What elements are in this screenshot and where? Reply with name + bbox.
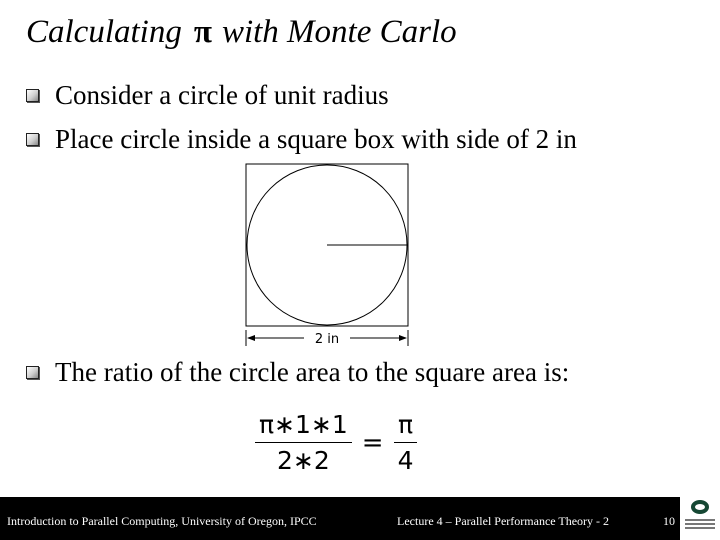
footer-lecture: Lecture 4 – Parallel Performance Theory - 2	[397, 514, 610, 528]
bullet-item	[26, 357, 569, 388]
oregon-o-icon	[691, 500, 709, 514]
square-bullet-icon	[26, 133, 39, 146]
footer-course: Introduction to Parallel Computing, University of Oregon, IPCC	[7, 514, 317, 528]
title-text-after: with Monte Carlo	[221, 14, 457, 50]
title-text-before: Calculating	[26, 14, 182, 50]
left-numerator: π∗1∗1	[255, 410, 352, 443]
slide-title	[26, 14, 457, 51]
dimension-label: 2 in	[314, 332, 340, 347]
circle-in-square-diagram	[242, 160, 414, 350]
dimension-arrow-left	[247, 335, 255, 341]
bullet-item	[26, 80, 389, 111]
right-numerator: π	[394, 410, 417, 443]
left-fraction	[255, 410, 352, 475]
bullet-item	[26, 124, 577, 155]
right-denominator: 4	[397, 446, 414, 475]
left-denominator: 2∗2	[277, 446, 330, 475]
dimension-arrow-right	[399, 335, 407, 341]
bullet-text: The ratio of the circle area to the square area is:	[55, 357, 570, 387]
square-bullet-icon	[26, 366, 39, 379]
university-logo	[680, 497, 720, 540]
title-pi-symbol: π	[193, 14, 212, 50]
right-fraction	[394, 410, 418, 475]
logo-wordmark-icon	[685, 517, 715, 531]
bullet-text: Place circle inside a square box with side of 2 in	[55, 124, 577, 154]
square-bullet-icon	[26, 89, 39, 102]
equals-sign: =	[361, 427, 384, 458]
area-ratio-formula	[255, 410, 417, 475]
slide-number: 10	[663, 514, 675, 528]
bullet-text: Consider a circle of unit radius	[55, 80, 389, 110]
slide-footer	[0, 497, 680, 540]
